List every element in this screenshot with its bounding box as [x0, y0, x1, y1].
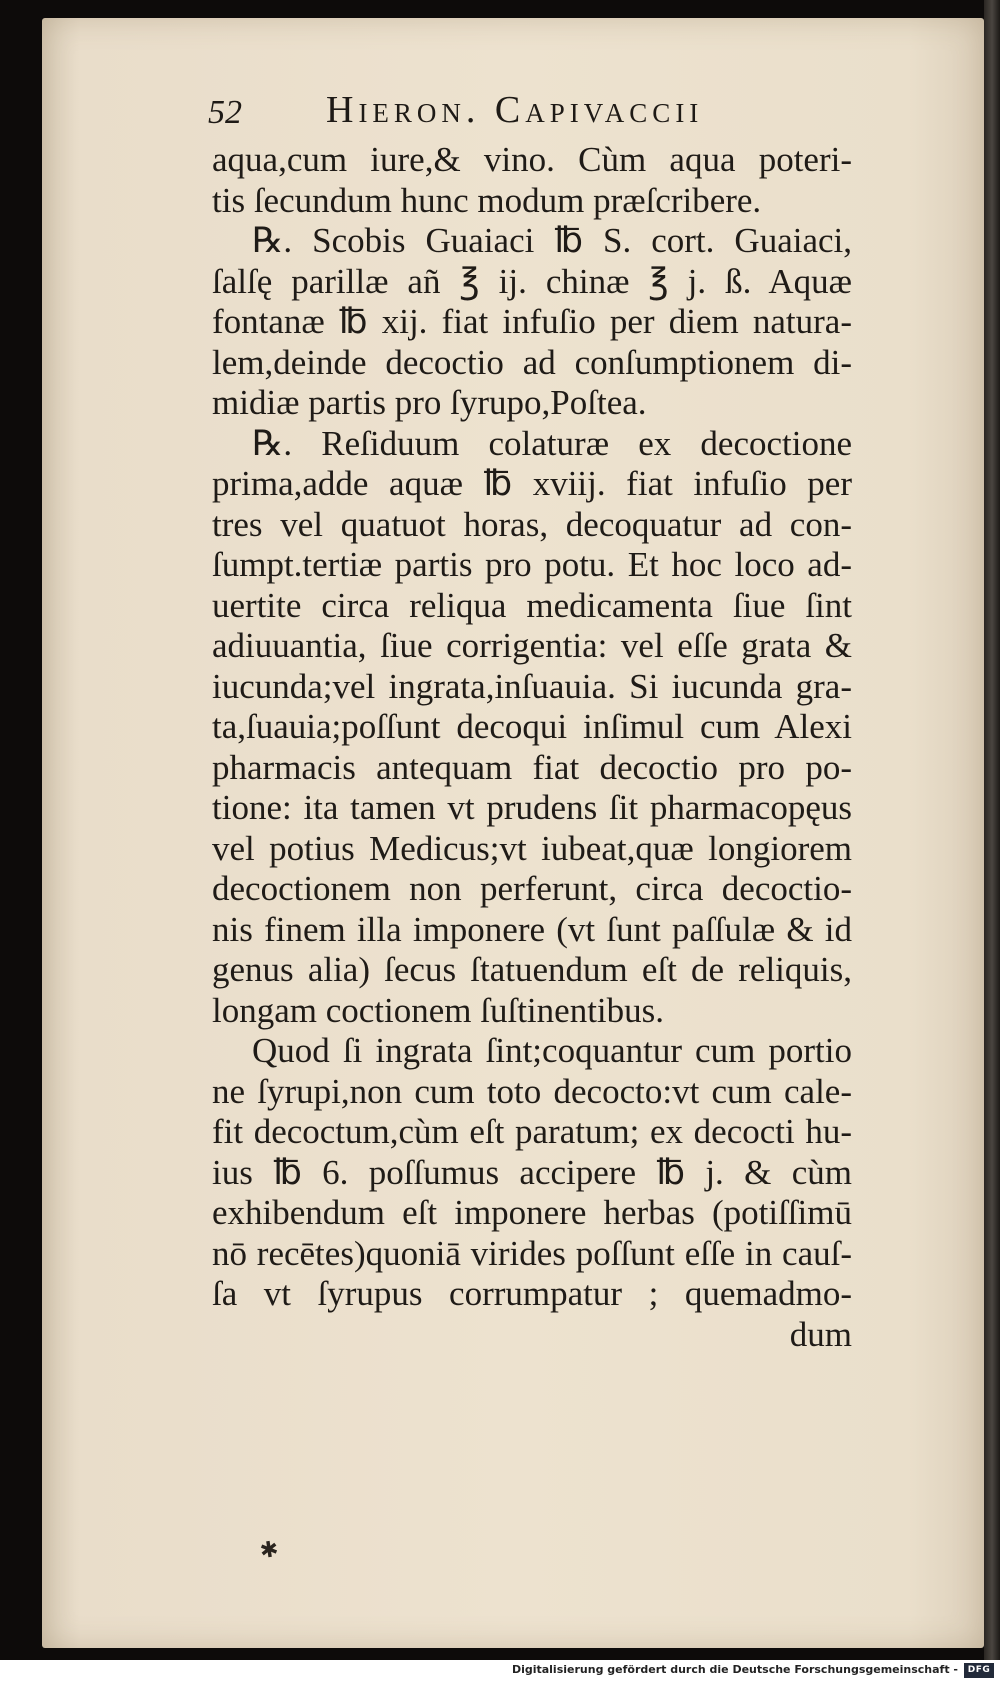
text-line: uertite circa reliqua medicamenta ſiue ſint [212, 585, 852, 625]
text-line: ſalſę parillæ añ ℥ ij. chinæ ℥ j. ß. Aquæ [212, 261, 852, 301]
text-line: ſa vt ſyrupus corrumpatur ; quemadmo- [212, 1274, 852, 1313]
text-line: pharmacis antequam fiat decoctio pro po- [212, 747, 852, 787]
text-line: tione: ita tamen vt prudens ſit pharmacopęus [212, 788, 852, 827]
text-line: nō recētes)quoniā virides poſſunt eſſe in cauſ- [212, 1233, 852, 1273]
running-head [208, 88, 848, 134]
catchword: dum [789, 1314, 852, 1354]
text-line: aqua,cum iure,& vino. Cùm aqua poteri- [212, 140, 852, 179]
text-line: fontanæ ℔ xij. fiat infuſio per diem natura- [212, 302, 852, 341]
text-line: lem,deinde decoctio ad conſumptionem di- [212, 342, 852, 382]
text-line: adiuuantia, ſiue corrigentia: vel eſſe grata & [212, 626, 852, 665]
text-line: prima,adde aquæ ℔ xviij. fiat infuſio per [212, 464, 852, 503]
text-line: genus alia) ſecus ſtatuendum eſt de reliquis, [212, 950, 852, 989]
text-line: tres vel quatuot horas, decoquatur ad con- [212, 504, 852, 544]
text-line: exhibendum eſt imponere herbas (potiſſimū [212, 1193, 852, 1232]
page-number: 52 [208, 94, 242, 131]
digitization-footer [0, 1660, 1000, 1683]
text-line: ta,ſuauia;poſſunt decoqui inſimul cum Alexi [212, 707, 852, 746]
book-spine [984, 0, 1000, 1660]
text-line: fit decoctum,cùm eſt paratum; ex decocti hu- [212, 1112, 852, 1151]
text-line: ſumpt.tertiæ partis pro potu. Et hoc loco ad- [212, 545, 852, 584]
text-line: ℞. Scobis Guaiaci ℔ S. cort. Guaiaci, [252, 221, 852, 260]
text-line: ℞. Reſiduum colaturæ ex decoctione [252, 423, 852, 463]
ink-smudge: ✱ [258, 1536, 281, 1565]
body-text [212, 140, 852, 1355]
text-line: vel potius Medicus;vt iubeat,quæ longiorem [212, 828, 852, 868]
text-line: longam coctionem ſuſtinentibus. [212, 990, 665, 1030]
text-line: ne ſyrupi,non cum toto decocto:vt cum cale- [212, 1071, 852, 1111]
footer-credit: Digitalisierung gefördert durch die Deutsche Forschungsgemeinschaft - [511, 1663, 958, 1676]
text-line: tis ſecundum hunc modum præſcribere. [212, 180, 762, 220]
dfg-logo: DFG [964, 1663, 994, 1678]
text-line: nis finem illa imponere (vt ſunt paſſulæ & id [212, 909, 852, 949]
text-line: decoctionem non perferunt, circa decoctio- [212, 869, 852, 908]
text-line: midiæ partis pro ſyrupo,Poſtea. [212, 383, 647, 422]
text-line: ius ℔ 6. poſſumus accipere ℔ j. & cùm [212, 1152, 852, 1192]
text-line: Quod ſi ingrata ſint;coquantur cum portio [252, 1031, 852, 1070]
running-head-title: Hieron. Capivaccii [326, 89, 704, 131]
text-line: iucunda;vel ingrata,inſuauia. Si iucunda gra- [212, 666, 852, 706]
